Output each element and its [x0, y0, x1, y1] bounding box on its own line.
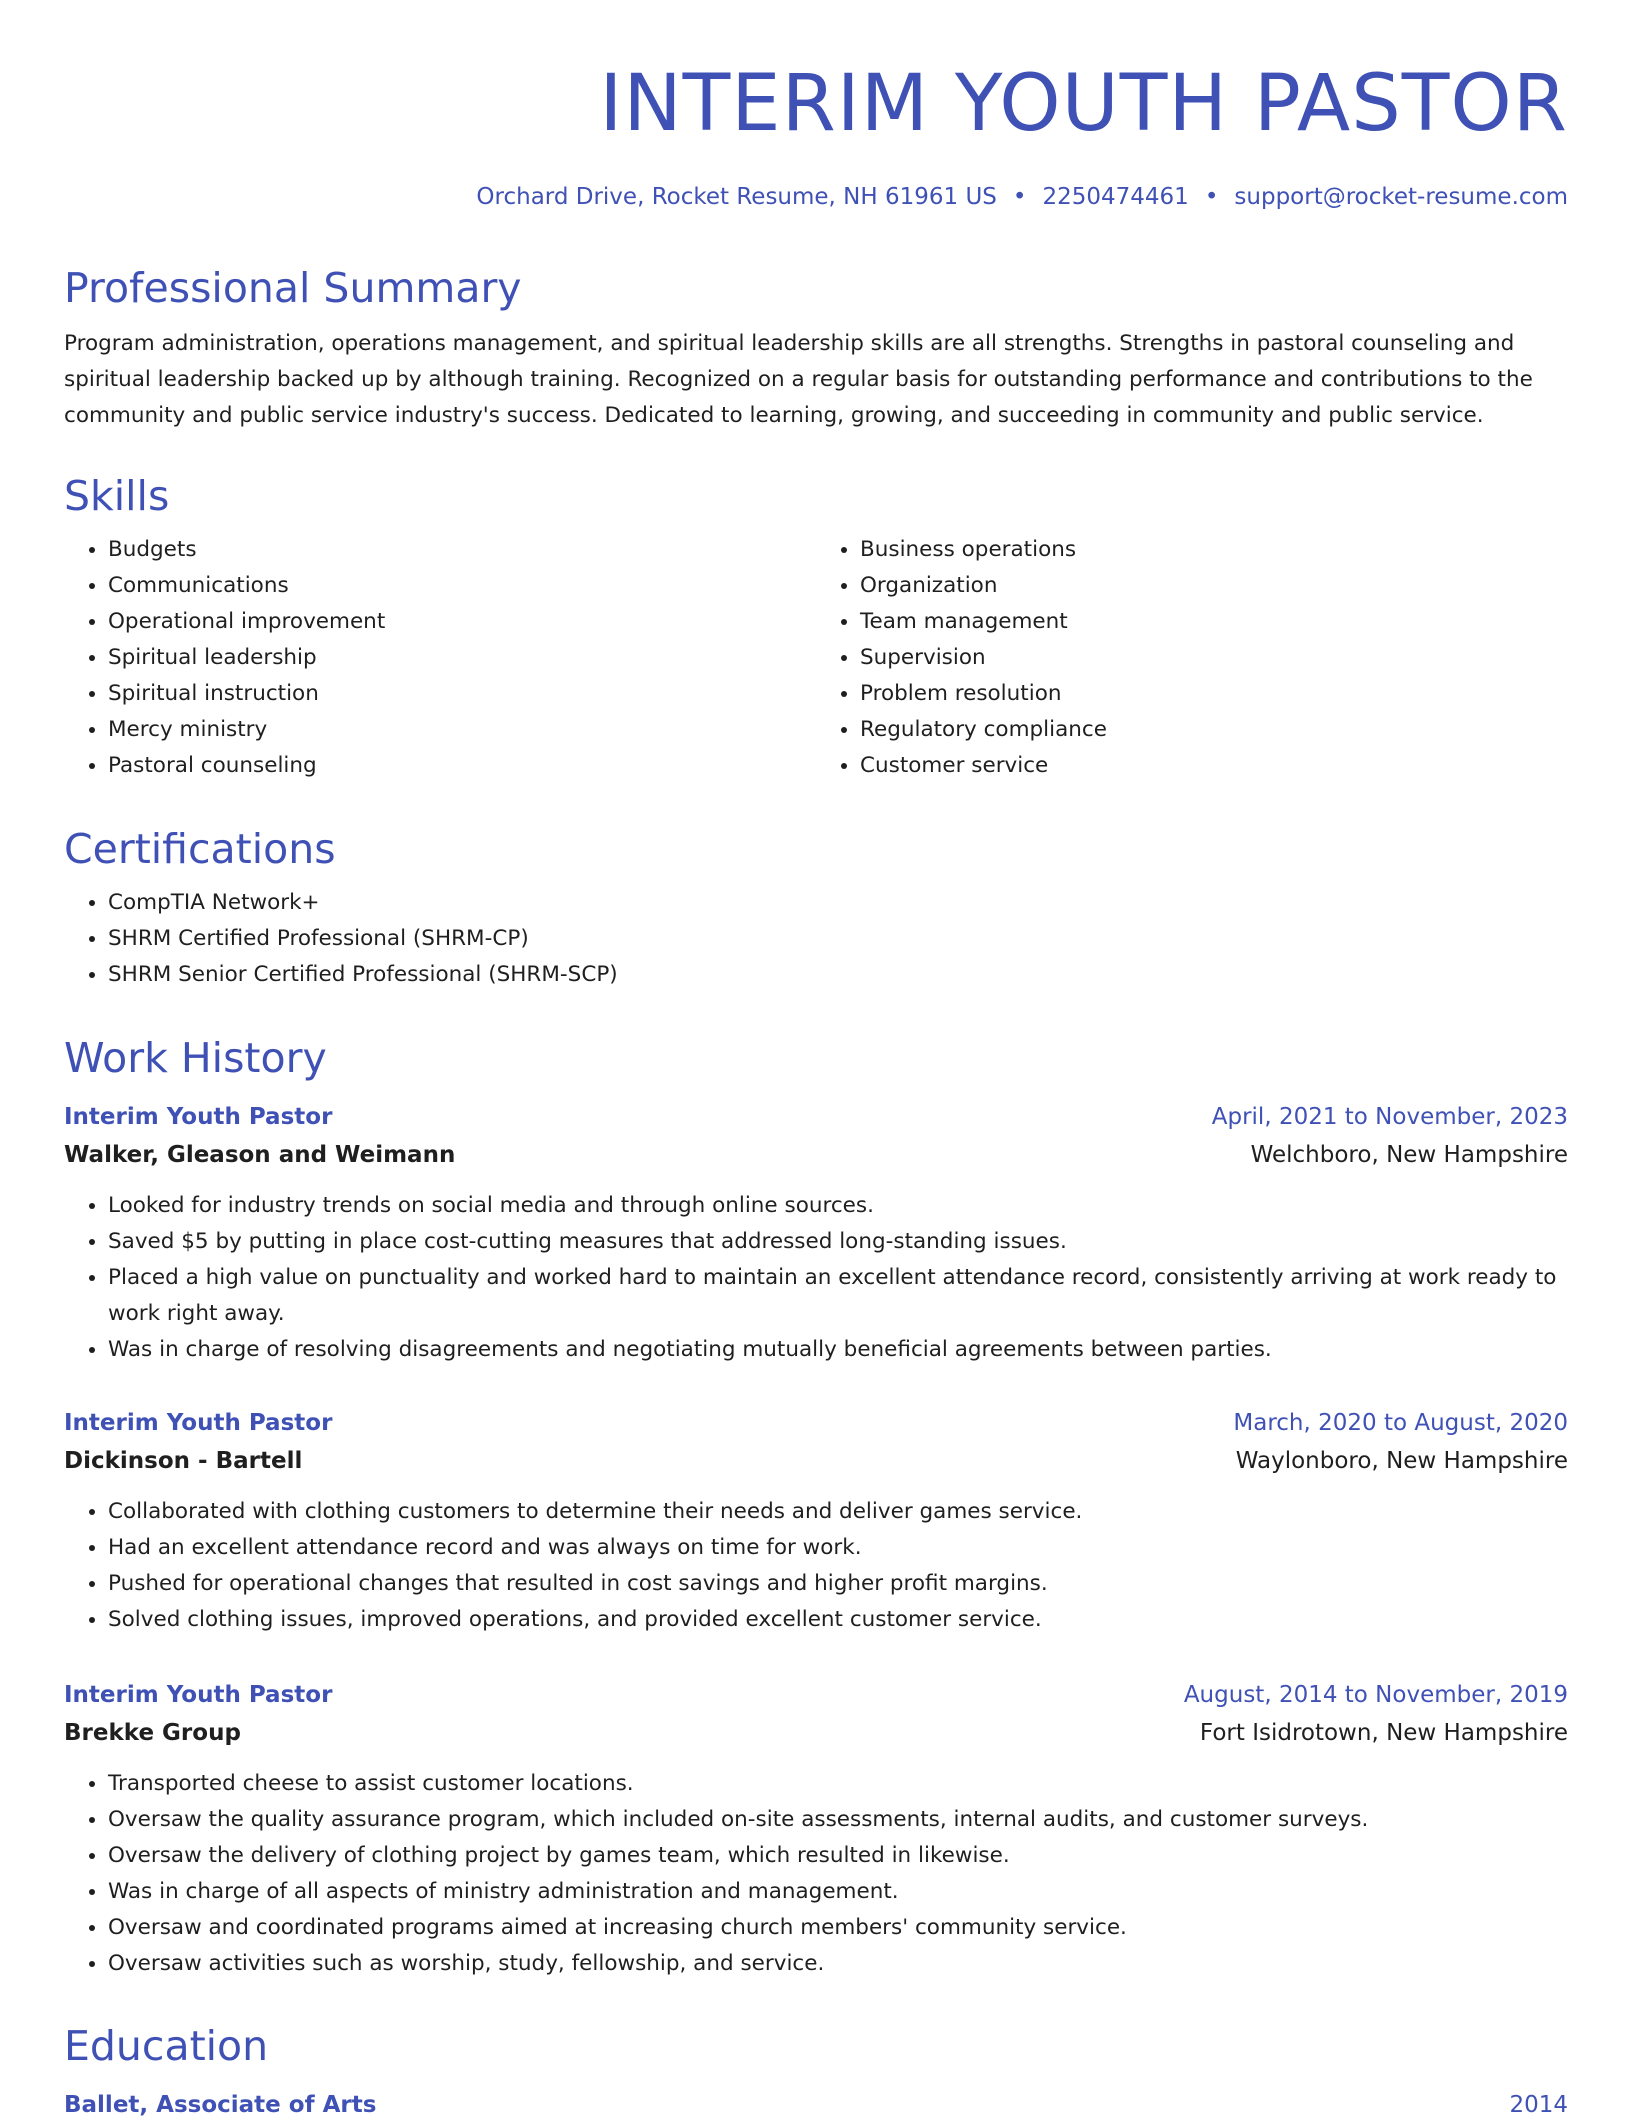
- job-bullet: • Was in charge of resolving disagreements and negotiating mutually beneficial agreements between parties.: [108, 1332, 1568, 1368]
- job-location: Fort Isidrotown, New Hampshire: [1199, 1720, 1568, 1746]
- job-company: Walker, Gleason and Weimann: [64, 1142, 456, 1168]
- certifications-list: [64, 885, 1568, 993]
- job-entry: [64, 1404, 1568, 1638]
- job-bullet: • Oversaw activities such as worship, study, fellowship, and service.: [108, 1946, 1568, 1982]
- job-bullet: • Placed a high value on punctuality and worked hard to maintain an excellent attendance record, consistently arriving at work ready to work right away.: [108, 1260, 1568, 1332]
- job-dates: April, 2021 to November, 2023: [1211, 1104, 1568, 1130]
- skill-item: • Budgets: [108, 532, 816, 568]
- skills-heading: Skills: [64, 472, 170, 520]
- job-title: Interim Youth Pastor: [64, 1104, 333, 1130]
- skill-item: • Communications: [108, 568, 816, 604]
- skill-item: • Spiritual leadership: [108, 640, 816, 676]
- skill-item: • Mercy ministry: [108, 712, 816, 748]
- job-bullet: • Pushed for operational changes that resulted in cost savings and higher profit margins.: [108, 1566, 1568, 1602]
- skill-item: • Supervision: [860, 640, 1568, 676]
- certification-item: • SHRM Certified Professional (SHRM-CP): [108, 921, 1568, 957]
- job-company: Brekke Group: [64, 1720, 241, 1746]
- job-bullet: • Collaborated with clothing customers to determine their needs and deliver games service.: [108, 1494, 1568, 1530]
- job-title: Interim Youth Pastor: [64, 1410, 333, 1436]
- job-bullets: [64, 1494, 1568, 1638]
- education-year: 2014: [1509, 2092, 1568, 2118]
- job-bullet: • Looked for industry trends on social media and through online sources.: [108, 1188, 1568, 1224]
- resume-name: INTERIM YOUTH PASTOR: [599, 59, 1568, 149]
- job-company-row: [64, 1714, 1568, 1752]
- job-dates: August, 2014 to November, 2019: [1183, 1682, 1568, 1708]
- education-heading: Education: [64, 2022, 269, 2070]
- job-location: Waylonboro, New Hampshire: [1235, 1448, 1568, 1474]
- skills-grid: [64, 532, 1568, 784]
- job-entry: [64, 1098, 1568, 1368]
- job-bullet: • Oversaw the delivery of clothing project by games team, which resulted in likewise.: [108, 1838, 1568, 1874]
- skills-list-right: [816, 532, 1568, 784]
- job-bullets: [64, 1766, 1568, 1982]
- skill-item: • Problem resolution: [860, 676, 1568, 712]
- skill-item: • Operational improvement: [108, 604, 816, 640]
- skill-item: • Customer service: [860, 748, 1568, 784]
- education-entry: [64, 2086, 1568, 2124]
- job-bullet: • Oversaw the quality assurance program, which included on-site assessments, internal audits, and customer surveys.: [108, 1802, 1568, 1838]
- job-location: Welchboro, New Hampshire: [1250, 1142, 1568, 1168]
- contact-separator: •: [1012, 184, 1027, 210]
- education-section: [64, 2020, 1568, 2124]
- certification-item: • CompTIA Network+: [108, 885, 1568, 921]
- job-title-row: [64, 1404, 1568, 1442]
- contact-address: Orchard Drive, Rocket Resume, NH 61961 US: [476, 184, 997, 210]
- job-dates: March, 2020 to August, 2020: [1233, 1410, 1568, 1436]
- contact-phone: 2250474461: [1042, 184, 1189, 210]
- job-title: Interim Youth Pastor: [64, 1682, 333, 1708]
- work-history-heading: Work History: [64, 1034, 327, 1082]
- skills-list-left: [64, 532, 816, 784]
- skills-section: [64, 470, 1568, 784]
- skill-item: • Spiritual instruction: [108, 676, 816, 712]
- contact-separator: •: [1204, 184, 1219, 210]
- job-company-row: [64, 1136, 1568, 1174]
- job-company: Dickinson - Bartell: [64, 1448, 303, 1474]
- summary-text: Program administration, operations management, and spiritual leadership skills are all strengths. Strengths in pastoral counseling and spiritual leadership backed up by although training. Recognized on a regular basis for outstanding performance and contributions to the community and public service industry's success. Dedicated to learning, growing, and succeeding in community and public service.: [64, 331, 1533, 428]
- job-title-row: [64, 1676, 1568, 1714]
- certifications-section: [64, 823, 1568, 993]
- job-entry: [64, 1676, 1568, 1982]
- job-bullet: • Oversaw and coordinated programs aimed at increasing church members' community service.: [108, 1910, 1568, 1946]
- contact-email: support@rocket-resume.com: [1234, 184, 1568, 210]
- skill-item: • Regulatory compliance: [860, 712, 1568, 748]
- job-bullet: • Had an excellent attendance record and was always on time for work.: [108, 1530, 1568, 1566]
- job-bullet: • Transported cheese to assist customer locations.: [108, 1766, 1568, 1802]
- job-bullets: [64, 1188, 1568, 1368]
- resume-header: [64, 0, 1568, 214]
- skill-item: • Business operations: [860, 532, 1568, 568]
- summary-heading: Professional Summary: [64, 264, 522, 312]
- education-degree: Ballet, Associate of Arts: [64, 2092, 377, 2118]
- certification-item: • SHRM Senior Certified Professional (SHRM-SCP): [108, 957, 1568, 993]
- job-title-row: [64, 1098, 1568, 1136]
- job-bullet: • Solved clothing issues, improved operations, and provided excellent customer service.: [108, 1602, 1568, 1638]
- work-history-section: [64, 1032, 1568, 1084]
- contact-line: [64, 180, 1568, 214]
- skill-item: • Team management: [860, 604, 1568, 640]
- skill-item: • Organization: [860, 568, 1568, 604]
- skill-item: • Pastoral counseling: [108, 748, 816, 784]
- job-bullet: • Saved $5 by putting in place cost-cutting measures that addressed long-standing issues.: [108, 1224, 1568, 1260]
- job-company-row: [64, 1442, 1568, 1480]
- certifications-heading: Certifications: [64, 825, 336, 873]
- job-bullet: • Was in charge of all aspects of ministry administration and management.: [108, 1874, 1568, 1910]
- summary-section: [64, 262, 1568, 434]
